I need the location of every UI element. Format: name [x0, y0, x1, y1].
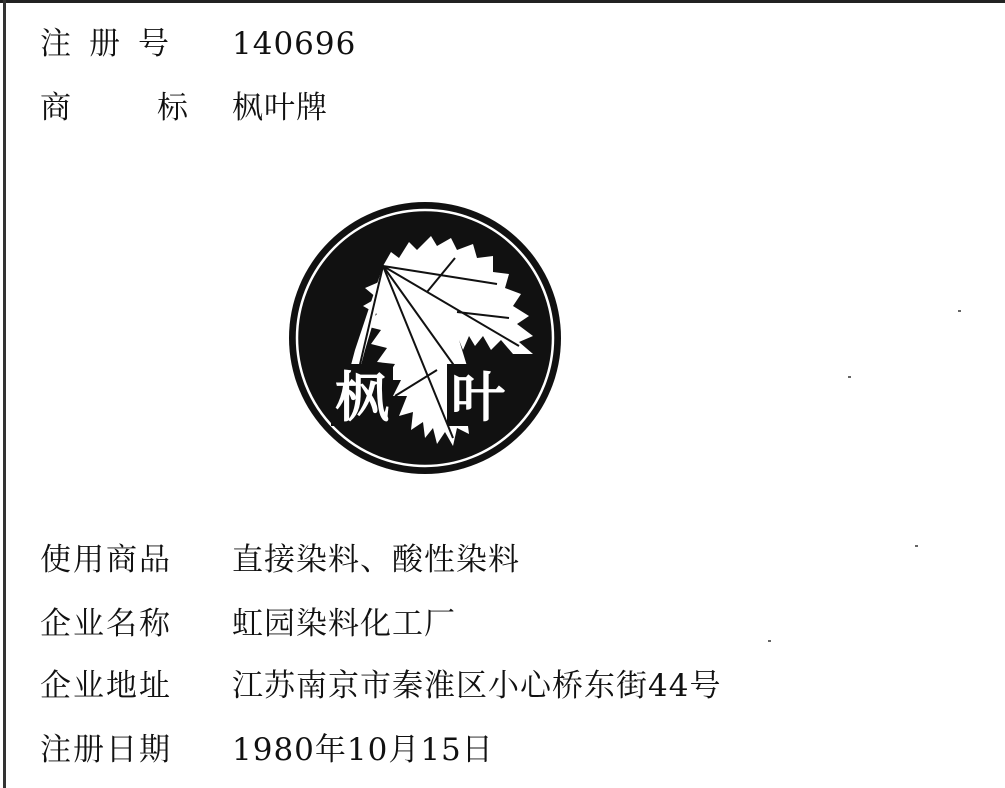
- registration-date-row: [40, 730, 494, 770]
- registration-number-value: 140696: [232, 26, 357, 62]
- registration-number-label: 注册号: [40, 26, 187, 62]
- scan-speck: [768, 640, 771, 642]
- trademark-label: [40, 88, 190, 128]
- goods-row: [40, 540, 520, 580]
- trademark-label-right: 标: [157, 90, 190, 126]
- company-name-row: [40, 604, 456, 644]
- company-name-label: 企业名称: [40, 606, 172, 642]
- company-name-value: 虹园染料化工厂: [232, 606, 456, 642]
- left-border-line: [3, 0, 6, 788]
- goods-value: 直接染料、酸性染料: [232, 542, 520, 578]
- goods-label: 使用商品: [40, 542, 172, 578]
- trademark-row: [40, 88, 328, 128]
- logo-char-left: 枫: [335, 366, 389, 429]
- registration-number-row: [40, 24, 357, 64]
- scan-speck: [958, 310, 961, 312]
- company-address-value: 江苏南京市秦淮区小心桥东街44号: [232, 668, 722, 704]
- scan-speck: [848, 376, 851, 378]
- trademark-label-left: 商: [40, 90, 73, 126]
- maple-leaf-logo: [287, 200, 563, 480]
- company-address-row: [40, 666, 722, 706]
- company-address-label: 企业地址: [40, 668, 172, 704]
- top-border-line: [0, 0, 1005, 3]
- registration-date-label: 注册日期: [40, 732, 172, 768]
- logo-char-right: 叶: [451, 366, 505, 429]
- scan-speck: [915, 545, 918, 547]
- registration-date-value: 1980年10月15日: [232, 732, 494, 768]
- trademark-value: 枫叶牌: [232, 90, 328, 126]
